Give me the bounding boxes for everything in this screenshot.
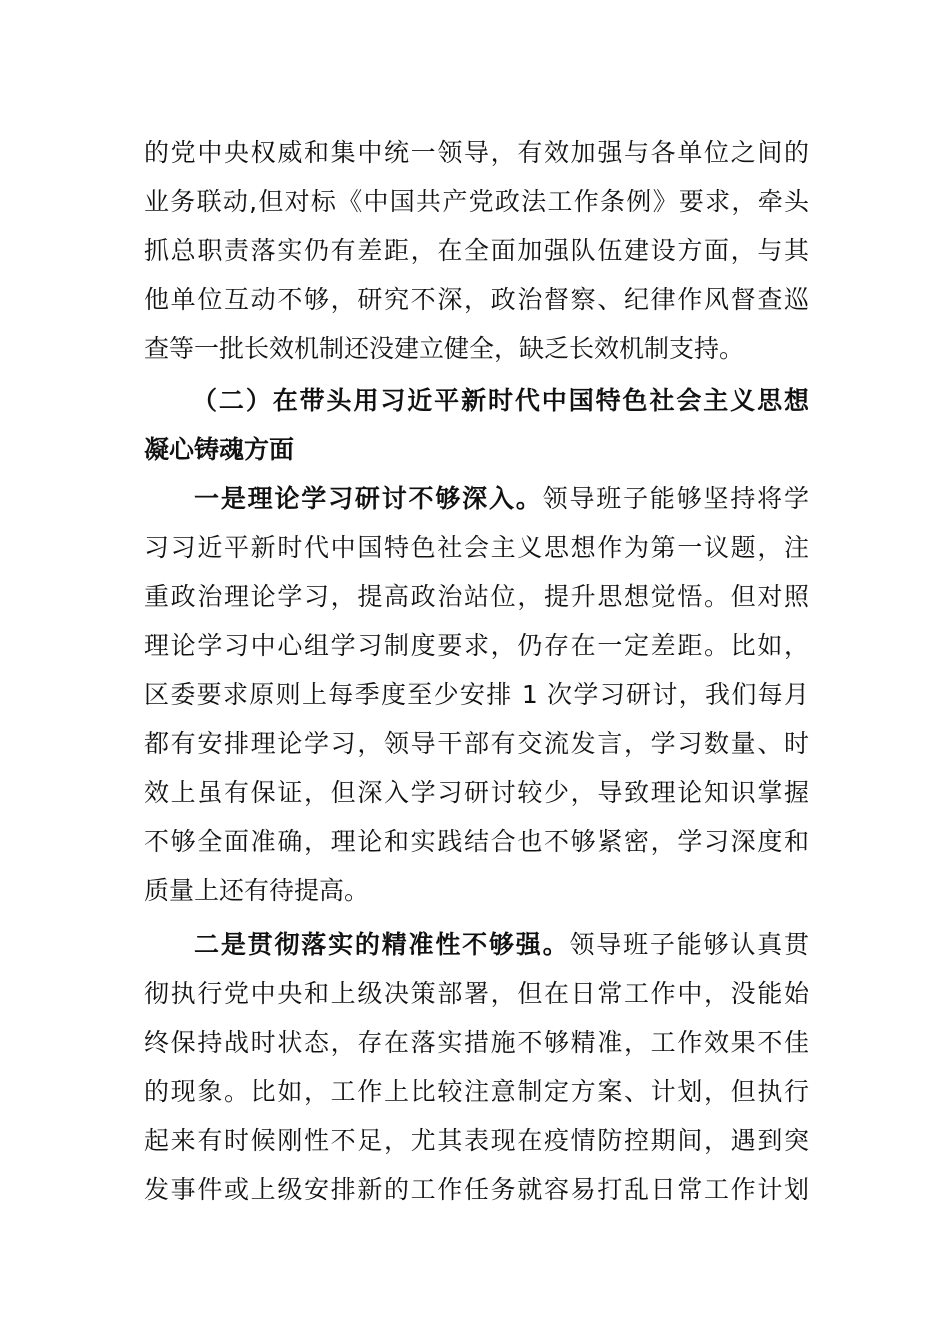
point-title: 二是贯彻落实的精准性不够强。 — [194, 930, 570, 959]
text-line — [144, 920, 809, 969]
heading-line: 凝心铸魂方面 — [144, 435, 295, 464]
text-line: 彻执行党中央和上级决策部署，但在日常工作中，没能始 — [144, 979, 809, 1008]
text-line: 区委要求原则上每季度至少安排 1 次学习研讨，我们每月 — [144, 680, 809, 709]
paragraph-point-two — [144, 920, 809, 1214]
point-lead-text: 领导班子能够坚持将学 — [542, 484, 809, 513]
text-line: 习习近平新时代中国特色社会主义思想作为第一议题，注 — [144, 533, 809, 562]
text-line: 不够全面准确，理论和实践结合也不够紧密，学习深度和 — [144, 827, 809, 856]
text-line: 发事件或上级安排新的工作任务就容易打乱日常工作计划 — [144, 1175, 809, 1204]
text-line: 质量上还有待提高。 — [144, 876, 370, 905]
point-lead-text: 领导班子能够认真贯 — [569, 930, 809, 959]
text-line: 的党中央权威和集中统一领导，有效加强与各单位之间的 — [144, 138, 809, 167]
point-title: 一是理论学习研讨不够深入。 — [194, 484, 543, 513]
text-line: 都有安排理论学习，领导干部有交流发言，学习数量、时 — [144, 729, 809, 758]
text-line: 他单位互动不够，研究不深，政治督察、纪律作风督查巡 — [144, 285, 809, 314]
text-line: 抓总职责落实仍有差距，在全面加强队伍建设方面，与其 — [144, 236, 809, 265]
text-line — [144, 474, 809, 523]
text-line: 业务联动,但对标《中国共产党政法工作条例》要求，牵头 — [144, 187, 809, 216]
text-line: 重政治理论学习，提高政治站位，提升思想觉悟。但对照 — [144, 582, 809, 611]
text-line: 起来有时候刚性不足，尤其表现在疫情防控期间，遇到突 — [144, 1126, 809, 1155]
section-heading — [144, 376, 809, 474]
heading-line: （二）在带头用习近平新时代中国特色社会主义思想 — [192, 386, 809, 415]
text-line: 效上虽有保证，但深入学习研讨较少，导致理论知识掌握 — [144, 778, 809, 807]
text-line: 理论学习中心组学习制度要求，仍存在一定差距。比如， — [144, 631, 809, 660]
text-line: 终保持战时状态，存在落实措施不够精准，工作效果不佳 — [144, 1028, 809, 1057]
text-line: 的现象。比如，工作上比较注意制定方案、计划，但执行 — [144, 1077, 809, 1106]
paragraph-intro — [144, 128, 809, 373]
text-line: 查等一批长效机制还没建立健全，缺乏长效机制支持。 — [144, 334, 745, 363]
paragraph-point-one — [144, 474, 809, 915]
